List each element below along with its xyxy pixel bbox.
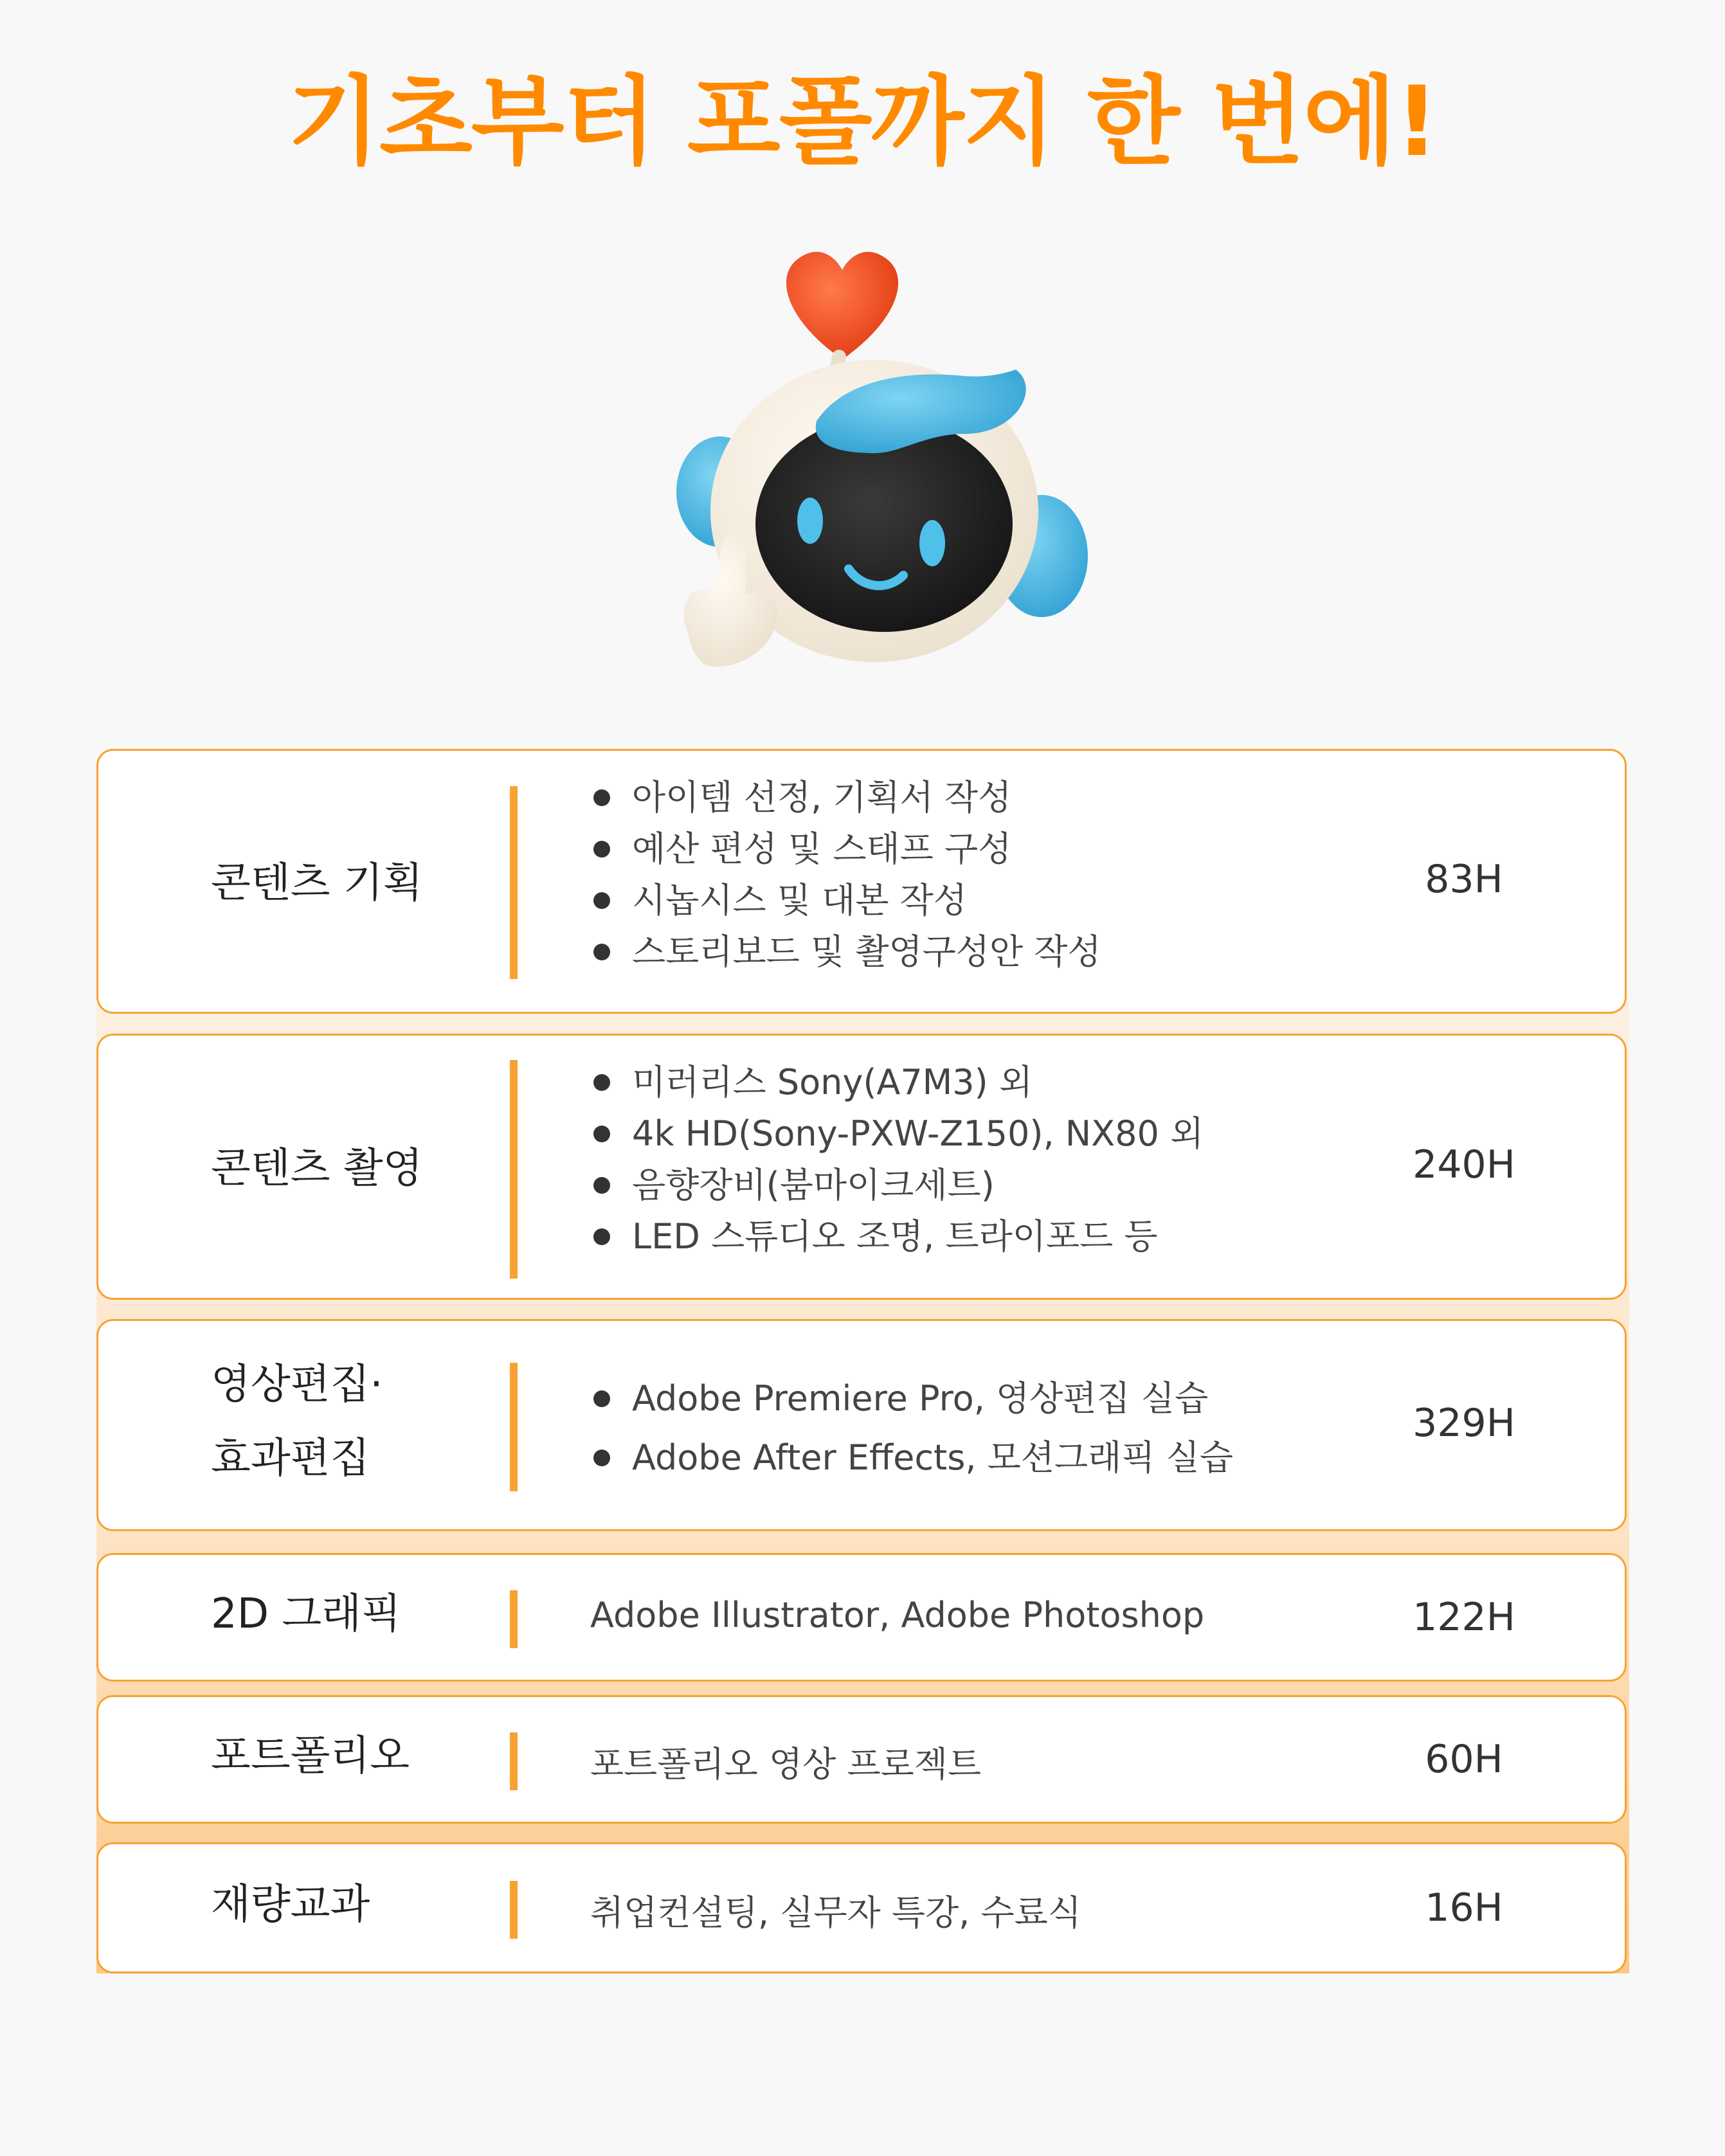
row-bullet-list [593,1057,1204,1262]
curriculum-row-editing [96,1319,1627,1531]
list-item: 스토리보드 및 촬영구성안 작성 [593,926,1101,978]
list-item: 음향장비(붐마이크세트) [593,1160,1204,1211]
list-item: 미러리스 Sony(A7M3) 외 [593,1057,1204,1108]
list-item: LED 스튜디오 조명, 트라이포드 등 [593,1211,1204,1262]
bullet-icon [593,1450,610,1466]
bullet-icon [593,841,610,858]
row-bullet-list [593,772,1101,978]
row-title: 콘텐츠 촬영 [211,1145,423,1192]
row-hours: 122H [1413,1595,1515,1640]
row-title: 2D 그래픽 [211,1590,401,1638]
bullet-icon [593,1177,610,1194]
page-title: 기초부터 포폴까지 한 번에! [287,66,1438,178]
row-hours: 240H [1413,1142,1515,1187]
bullet-icon [593,1074,610,1091]
bullet-icon [593,789,610,806]
bullet-icon [593,1126,610,1142]
bullet-icon [593,1228,610,1245]
list-item: 예산 편성 및 스태프 구성 [593,823,1101,875]
row-title: 영상편집· [211,1361,383,1408]
row-title: 포트폴리오 [211,1732,410,1780]
curriculum-table [96,749,1629,1973]
row-divider [510,1881,518,1939]
curriculum-row-elective [96,1842,1627,1973]
list-item: Adobe After Effects, 모션그래픽 실습 [593,1428,1233,1487]
row-hours: 16H [1425,1885,1503,1930]
bullet-icon [593,892,610,909]
row-divider [510,1732,518,1790]
row-bullet-list [593,1369,1233,1487]
row-description: Adobe Illustrator, Adobe Photoshop [590,1595,1205,1635]
list-item: Adobe Premiere Pro, 영상편집 실습 [593,1369,1233,1428]
list-item: 아이템 선정, 기획서 작성 [593,772,1101,823]
row-hours: 83H [1425,857,1503,902]
row-description: 취업컨설팅, 실무자 특강, 수료식 [590,1892,1081,1933]
bullet-icon [593,1390,610,1407]
curriculum-row-portfolio [96,1695,1627,1824]
row-title: 콘텐츠 기획 [211,859,423,907]
row-divider [510,1363,518,1491]
list-item: 4k HD(Sony-PXW-Z150), NX80 외 [593,1108,1204,1160]
row-hours: 60H [1425,1737,1503,1782]
row-description: 포트폴리오 영상 프로젝트 [590,1744,982,1784]
row-divider [510,786,518,979]
row-title: 재량교과 [211,1881,370,1928]
row-hours: 329H [1413,1401,1515,1446]
robot-mascot-icon [656,222,1093,697]
row-divider [510,1060,518,1279]
row-divider [510,1590,518,1648]
row-title-line2: 효과편집 [211,1435,370,1482]
bullet-icon [593,944,610,960]
list-item: 시놉시스 및 대본 작성 [593,875,1101,926]
curriculum-row-planning [96,749,1627,1014]
curriculum-row-shooting [96,1034,1627,1300]
curriculum-row-2d-graphic [96,1553,1627,1682]
